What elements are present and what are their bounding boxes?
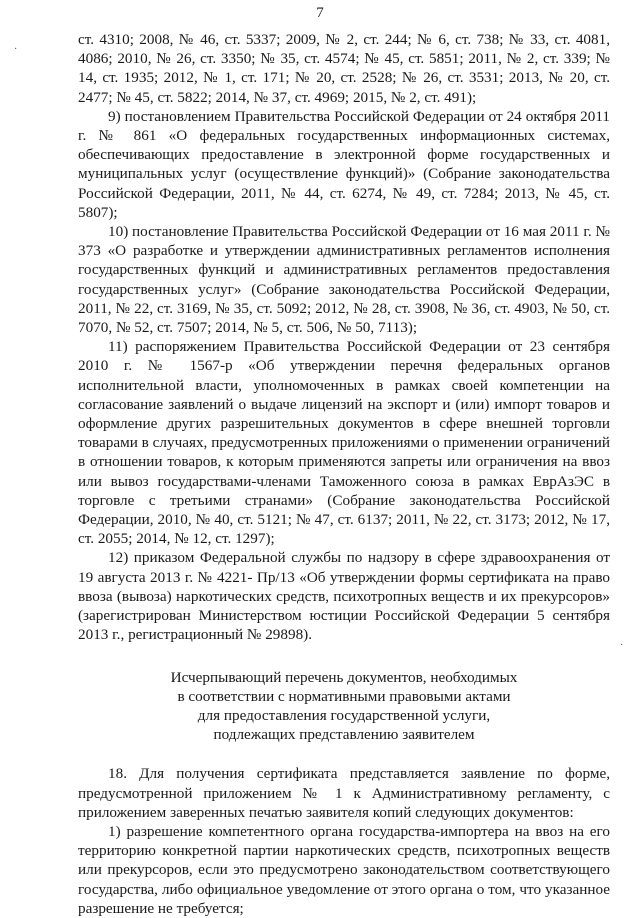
paragraph-continuation: ст. 4310; 2008, № 46, ст. 5337; 2009, № 2, ст. 244; № 6, ст. 738; № 33, ст. 4081, 4086; 2010, № 26, ст. 3350; № 35, ст. 4574; № 45, ст. 5851; 2011, № 2, ст. 339; № 14, ст. 1935; 2012, № 1, ст. 171; № 20, ст. 2528; № 26, ст. 3531; 2013, № 20, ст. 2477; № 45, ст. 5822; 2014, № 37, ст. 4969; 2015, № 2, ст. 491); bbox=[78, 31, 610, 106]
paragraph-item-11: 11) распоряжением Правительства Российской Федерации от 23 сентября 2010 г. № 1567-р «Об утверждении перечня федеральных органов исполнительной власти, уполномоченных в рамках своей компетенции на согласование заявлений о выдаче лицензий на экспорт и (или) импорт товаров и оформление других разрешительных документов в сфере внешней торговли товарами в случаях, предусмотренных приложениями о применении ограничений в отношении товаров, к которым применяются запреты или ограничения на ввоз или вывоз государствами-членами Таможенного союза в рамках ЕврАзЭС в торговле с третьими странами» (Собрание законодательства Российской Федерации, 2010, № 40, ст. 5121; № 47, ст. 6137; 2011, № 22, ст. 3173; 2012, № 17, ст. 2055; 2014, № 12, ст. 1297); bbox=[78, 338, 610, 548]
paragraph-item-18: 18. Для получения сертификата представляется заявление по форме, предусмотренной приложением № 1 к Административному регламенту, с приложением заверенных печатью заявителя копий следующих документов: bbox=[78, 765, 610, 821]
section-heading-line-3: для предоставления государственной услуги, bbox=[197, 706, 491, 724]
section-heading-line-1: Исчерпывающий перечень документов, необходимых bbox=[170, 668, 518, 686]
paragraph-item-18-1: 1) разрешение компетентного органа государства-импортера на ввоз на его территорию конкретной партии наркотических средств, психотропных веществ или прекурсоров, если это предусмотрено законодательством соответствующего государства, либо официальное уведомление от этого органа о том, что указанное разрешение не требуется; bbox=[78, 822, 610, 917]
scan-artifact-mark: · bbox=[14, 44, 18, 55]
section-heading-line-4: подлежащих представлению заявителем bbox=[213, 726, 475, 744]
section-heading bbox=[78, 668, 610, 745]
paragraph-item-12: 12) приказом Федеральной службы по надзору в сфере здравоохранения от 19 августа 2013 г. № 4221- Пр/13 «Об утверждении формы сертификата на право ввоза (вывоза) наркотических средств, психотропных веществ и их прекурсоров» (зарегистрирован Министерством юстиции Российской Федерации 5 сентября 2013 г., регистрационный № 29898). bbox=[78, 549, 610, 644]
page-number: 7 bbox=[316, 5, 324, 21]
scan-artifact-mark: · bbox=[620, 640, 624, 651]
document-body bbox=[78, 30, 610, 918]
paragraph-item-9: 9) постановлением Правительства Российской Федерации от 24 октября 2011 г. № 861 «О федеральных государственных информационных системах, обеспечивающих предоставление в электронной форме государственных и муниципальных услуг (осуществление функций)» (Собрание законодательства Российской Федерации, 2011, № 44, ст. 6274, № 49, ст. 7284; 2013, № 45, ст. 5807); bbox=[78, 107, 610, 221]
paragraph-item-10: 10) постановление Правительства Российской Федерации от 16 мая 2011 г. № 373 «О разработке и утверждении административных регламентов исполнения государственных функций и административных регламентов предоставления государственных услуг» (Собрание законодательства Российской Федерации, 2011, № 22, ст. 3169, № 35, ст. 5092; 2012, № 28, ст. 3908, № 36, ст. 4903, № 50, ст. 7070, № 52, ст. 7507; 2014, № 5, ст. 506, № 50, 7113); bbox=[78, 223, 610, 337]
section-heading-line-2: в соответствии с нормативными правовыми актами bbox=[177, 687, 511, 705]
